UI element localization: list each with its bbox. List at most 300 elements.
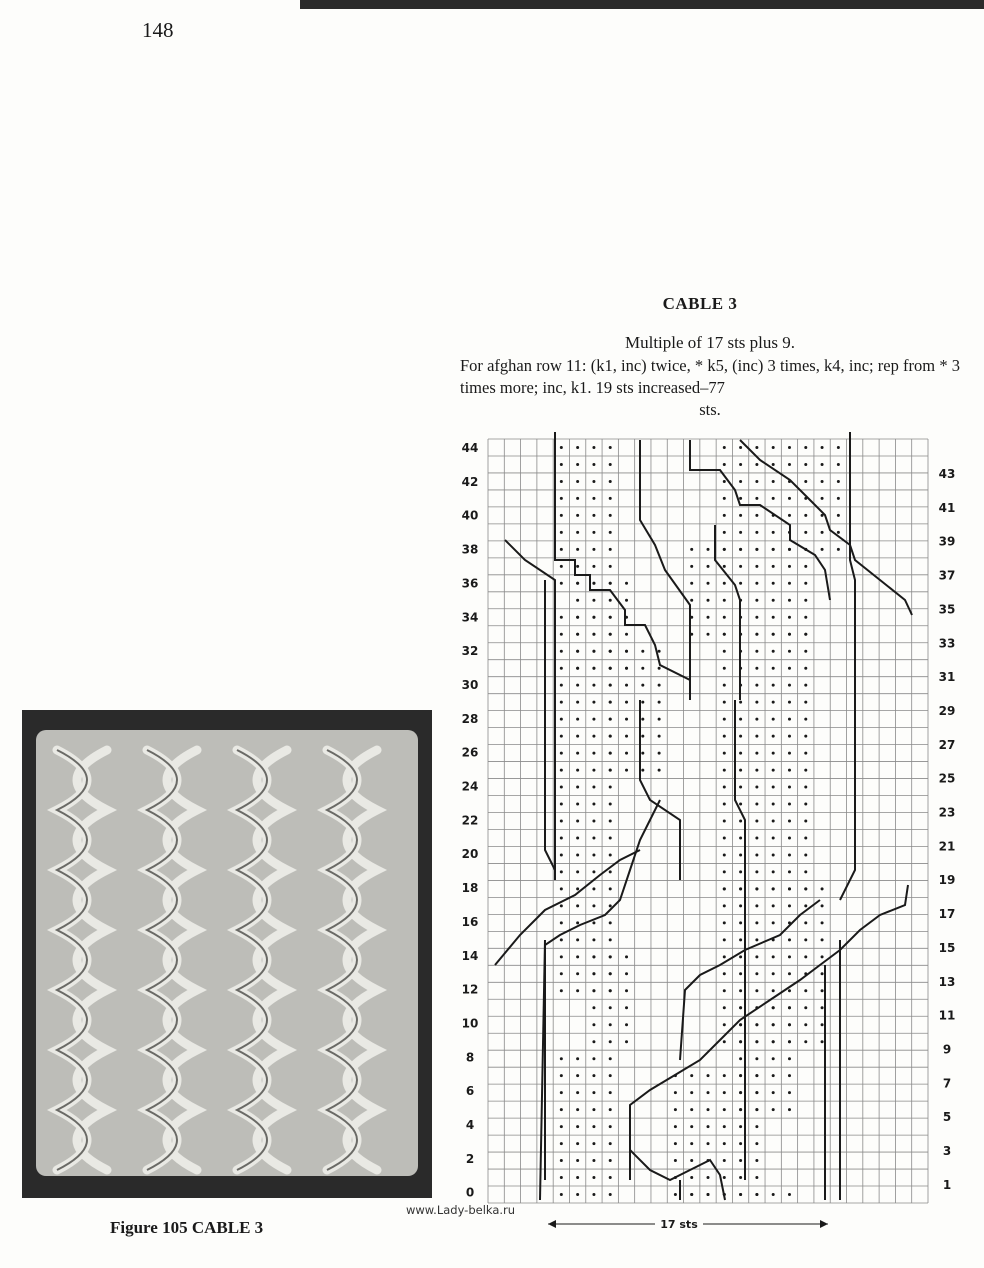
purl-dot [739,497,742,500]
purl-dot [723,1125,726,1128]
purl-dot [739,531,742,534]
right-row-labels [939,467,956,1192]
purl-dot [592,1006,595,1009]
purl-dot [723,836,726,839]
purl-dot [592,836,595,839]
repeat-label: 17 sts [660,1218,698,1231]
purl-dot [723,582,726,585]
purl-dot [723,938,726,941]
purl-dot [625,955,628,958]
purl-dot [755,769,758,772]
purl-dot [641,650,644,653]
purl-dot [690,1159,693,1162]
purl-dot [658,650,661,653]
purl-dot [609,1142,612,1145]
purl-dot [723,887,726,890]
purl-dot [609,497,612,500]
purl-dot [625,718,628,721]
purl-dot [560,1159,563,1162]
purl-dot [658,752,661,755]
purl-dot [739,989,742,992]
purl-dot [658,667,661,670]
purl-dot [804,633,807,636]
purl-dot [690,582,693,585]
purl-dot [755,938,758,941]
purl-dot [772,735,775,738]
purl-dot [625,701,628,704]
cable-line [740,440,912,615]
purl-dot [609,1040,612,1043]
row-label: 8 [465,1050,475,1065]
purl-dot [755,989,758,992]
purl-dot [560,497,563,500]
row-label: 7 [942,1076,952,1091]
purl-dot [772,1074,775,1077]
row-label: 27 [938,737,956,752]
row-label: 21 [938,839,956,854]
purl-dot [804,684,807,687]
purl-dot [755,718,758,721]
purl-dot [609,1057,612,1060]
purl-dot [739,887,742,890]
purl-dot [723,446,726,449]
purl-dot [739,853,742,856]
row-label: 29 [938,703,956,718]
purl-dot [723,531,726,534]
purl-dot [772,582,775,585]
purl-dot [609,938,612,941]
purl-dot [560,718,563,721]
purl-dot [772,820,775,823]
purl-dot [755,497,758,500]
purl-dot [641,735,644,738]
purl-dot [804,820,807,823]
purl-dot [609,1091,612,1094]
purl-dot [788,938,791,941]
purl-dot [576,463,579,466]
purl-dot [755,446,758,449]
purl-dot [739,1193,742,1196]
purl-dot [576,531,579,534]
purl-dot [788,1040,791,1043]
row-label: 13 [938,974,956,989]
purl-dot [739,735,742,738]
purl-dot [772,1006,775,1009]
purl-dot [576,497,579,500]
purl-dot [772,497,775,500]
purl-dot [592,633,595,636]
purl-dot [592,582,595,585]
purl-dot [609,735,612,738]
purl-dot [772,667,775,670]
row-label: 37 [938,568,956,583]
purl-dot [723,633,726,636]
purl-dot [788,735,791,738]
purl-dot [739,955,742,958]
purl-dot [788,803,791,806]
purl-dot [658,769,661,772]
purl-dot [560,701,563,704]
purl-dot [690,1193,693,1196]
purl-dot [609,803,612,806]
purl-dot [625,989,628,992]
cable-line [640,440,690,680]
purl-dot [592,870,595,873]
row-label: 31 [938,670,956,685]
purl-dot [739,870,742,873]
purl-dot [804,667,807,670]
purl-dot [755,786,758,789]
purl-dot [837,497,840,500]
purl-dot [723,684,726,687]
purl-dot [788,446,791,449]
purl-dot [609,853,612,856]
purl-dot [788,548,791,551]
purl-dot [804,836,807,839]
purl-dot [576,955,579,958]
purl-dot [609,904,612,907]
purl-dot [609,752,612,755]
purl-dot [609,463,612,466]
row-label: 40 [461,508,479,523]
purl-dot [755,820,758,823]
purl-dot [804,938,807,941]
purl-dot [723,718,726,721]
purl-dot [690,1142,693,1145]
purl-dot [821,1006,824,1009]
purl-dot [576,582,579,585]
purl-dot [576,938,579,941]
purl-dot [772,836,775,839]
purl-dot [788,582,791,585]
purl-dot [788,463,791,466]
purl-dot [560,1142,563,1145]
purl-dot [821,480,824,483]
purl-dot [755,1142,758,1145]
row-label: 12 [461,982,479,997]
purl-dot [625,667,628,670]
purl-dot [788,1057,791,1060]
purl-dot [772,1108,775,1111]
purl-dot [772,786,775,789]
repeat-arrow-left-icon [548,1220,556,1228]
purl-dot [821,1040,824,1043]
purl-dot [592,820,595,823]
purl-dot [788,1074,791,1077]
purl-dot [560,514,563,517]
purl-dot [772,480,775,483]
purl-dot [576,870,579,873]
purl-dot [625,1006,628,1009]
purl-dot [609,633,612,636]
purl-dot [560,887,563,890]
purl-dot [560,1057,563,1060]
purl-dot [723,803,726,806]
row-label: 14 [461,948,479,963]
purl-dot [739,480,742,483]
purl-dot [804,887,807,890]
purl-dot [788,667,791,670]
purl-dot [739,752,742,755]
purl-dot [723,921,726,924]
purl-dot [576,836,579,839]
purl-dot [821,497,824,500]
purl-dot [609,667,612,670]
purl-dot [625,633,628,636]
purl-dot [576,565,579,568]
purl-dot [592,531,595,534]
purl-dot [576,752,579,755]
purl-dot [772,853,775,856]
purl-dot [707,1074,710,1077]
purl-dot [772,1057,775,1060]
purl-dot [772,769,775,772]
purl-dot [723,769,726,772]
purl-dot [707,599,710,602]
purl-dot [592,921,595,924]
purl-dot [625,972,628,975]
purl-dot [739,769,742,772]
purl-dot [625,735,628,738]
purl-dot [723,701,726,704]
purl-dot [723,565,726,568]
purl-dot [609,1193,612,1196]
purl-dot [723,548,726,551]
purl-dot [690,599,693,602]
purl-dot [821,955,824,958]
purl-dot [609,921,612,924]
purl-dot [592,684,595,687]
purl-dot [576,769,579,772]
purl-dot [804,514,807,517]
watermark: www.Lady-belka.ru [406,1203,516,1217]
purl-dot [804,853,807,856]
purl-dot [788,565,791,568]
purl-dot [739,1108,742,1111]
purl-dot [592,887,595,890]
purl-dot [821,972,824,975]
purl-dot [837,480,840,483]
purl-dot [592,548,595,551]
purl-dot [609,870,612,873]
purl-dot [592,599,595,602]
purl-dot [641,718,644,721]
purl-dot [739,463,742,466]
purl-dot [772,972,775,975]
row-label: 30 [461,677,479,692]
purl-dot [755,836,758,839]
row-label: 2 [465,1151,475,1166]
purl-dot [739,1023,742,1026]
purl-dot [788,904,791,907]
purl-dot [641,769,644,772]
purl-dot [755,480,758,483]
purl-dot [723,650,726,653]
purl-dot [560,1125,563,1128]
purl-dot [755,531,758,534]
purl-dot [821,921,824,924]
purl-dot [560,446,563,449]
purl-dot [560,972,563,975]
purl-dot [723,786,726,789]
row-label: 28 [461,711,479,726]
purl-dot [592,514,595,517]
row-label: 3 [942,1144,952,1158]
purl-dot [788,786,791,789]
purl-dot [592,735,595,738]
purl-dot [821,989,824,992]
purl-dot [772,1091,775,1094]
purl-dot [576,1142,579,1145]
purl-dot [707,1142,710,1145]
purl-dot [560,1193,563,1196]
purl-dot [755,650,758,653]
purl-dot [739,1142,742,1145]
purl-dot [690,1176,693,1179]
purl-dot [576,684,579,687]
purl-dot [788,599,791,602]
purl-dot [576,599,579,602]
cable-lines [495,432,912,1200]
purl-dot [576,786,579,789]
purl-dot [690,565,693,568]
cable-line [640,700,680,880]
purl-dot [592,497,595,500]
row-label: 9 [942,1042,952,1057]
purl-dot [755,972,758,975]
purl-dot [560,870,563,873]
purl-dot [804,955,807,958]
purl-dot [609,599,612,602]
purl-dot [609,786,612,789]
purl-dot [560,955,563,958]
purl-dot [755,463,758,466]
purl-dot [739,1006,742,1009]
purl-dot [788,616,791,619]
purl-dot [609,701,612,704]
purl-dot [576,921,579,924]
repeat-arrow-right-icon [820,1220,828,1228]
row-label: 11 [938,1008,956,1023]
purl-dot [788,1023,791,1026]
purl-dot [788,972,791,975]
purl-dot [560,463,563,466]
purl-dot [739,786,742,789]
purl-dot [625,769,628,772]
purl-dot [707,616,710,619]
purl-dot [609,820,612,823]
purl-dot [755,887,758,890]
purl-dot [772,446,775,449]
purl-dot [723,599,726,602]
purl-dot [723,1176,726,1179]
purl-dot [560,1074,563,1077]
purl-dot [788,701,791,704]
purl-dot [576,480,579,483]
purl-dot [560,904,563,907]
purl-dot [658,735,661,738]
purl-dot [788,836,791,839]
purl-dot [837,463,840,466]
purl-dot [609,955,612,958]
purl-dot [772,989,775,992]
purl-dot [625,599,628,602]
purl-dot [690,548,693,551]
purl-dot [723,752,726,755]
purl-dot [592,803,595,806]
purl-dot [560,921,563,924]
purl-dot [576,548,579,551]
purl-dot [723,955,726,958]
cable-line [690,440,830,600]
purl-dot [576,1125,579,1128]
purl-dot [690,1074,693,1077]
purl-dot [609,1006,612,1009]
purl-dot [723,972,726,975]
purl-dot [560,684,563,687]
purl-dot [723,904,726,907]
left-row-labels [462,441,479,1200]
purl-dot [739,718,742,721]
purl-dot [755,955,758,958]
swatch-photo [22,710,432,1198]
purl-dot [788,633,791,636]
purl-dot [576,989,579,992]
row-label: 20 [461,847,479,862]
purl-dot [772,565,775,568]
purl-dot [609,989,612,992]
purl-dot [788,989,791,992]
purl-dot [772,463,775,466]
purl-dot [576,667,579,670]
purl-dot [707,1125,710,1128]
purl-dot [592,701,595,704]
purl-dot [723,1108,726,1111]
purl-dot [804,701,807,704]
purl-dot [592,446,595,449]
purl-dot [560,582,563,585]
purl-dot [772,1023,775,1026]
purl-dot [772,904,775,907]
purl-dot [772,531,775,534]
purl-dot [592,480,595,483]
row-label: 0 [465,1185,475,1200]
purl-dot [576,972,579,975]
purl-dot [592,1040,595,1043]
row-label: 36 [461,576,479,591]
purl-dot [804,463,807,466]
purl-dot [755,735,758,738]
purl-dot [804,1040,807,1043]
purl-dot [821,548,824,551]
purl-dot [723,497,726,500]
purl-dot [788,887,791,890]
purl-dot [804,565,807,568]
purl-dot [739,921,742,924]
purl-dot [804,769,807,772]
purl-dot [739,548,742,551]
purl-dot [804,735,807,738]
purl-dot [625,650,628,653]
purl-dot [641,667,644,670]
purl-dot [560,735,563,738]
purl-dot [560,769,563,772]
purl-dot [723,463,726,466]
purl-dot [560,836,563,839]
purl-dot [788,1091,791,1094]
purl-dot [723,853,726,856]
purl-dot [609,972,612,975]
